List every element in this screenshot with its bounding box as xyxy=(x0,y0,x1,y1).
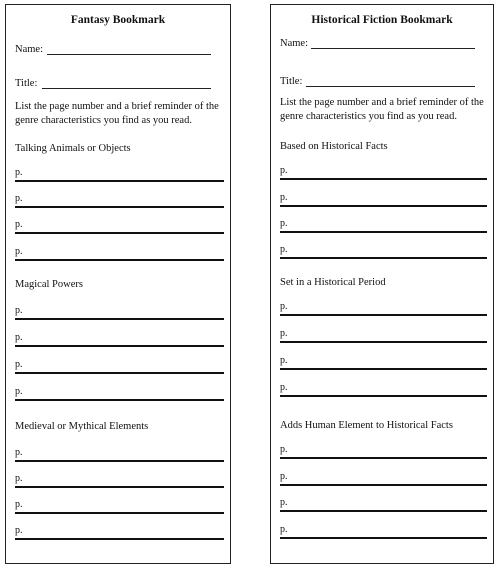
title-label: Title: xyxy=(15,78,38,89)
entry-line[interactable]: p. xyxy=(15,358,224,374)
title-field xyxy=(15,78,37,89)
section-heading: Medieval or Mythical Elements xyxy=(15,421,149,432)
entry-line[interactable]: p. xyxy=(280,217,487,233)
name-label: Name: xyxy=(15,44,43,55)
name-input-line[interactable] xyxy=(311,48,475,49)
entry-line[interactable]: p. xyxy=(15,472,224,488)
entry-line[interactable]: p. xyxy=(280,443,487,459)
entry-line[interactable]: p. xyxy=(15,166,224,182)
entry-line[interactable]: p. xyxy=(15,304,224,320)
entry-line[interactable]: p. xyxy=(280,470,487,486)
section-heading: Set in a Historical Period xyxy=(280,277,386,288)
name-input-line[interactable] xyxy=(47,54,211,55)
entry-line[interactable]: p. xyxy=(280,191,487,207)
fantasy-bookmark xyxy=(5,4,231,564)
title-field xyxy=(280,76,302,87)
entry-line[interactable]: p. xyxy=(15,498,224,514)
entry-line[interactable]: p. xyxy=(15,446,224,462)
entry-line[interactable]: p. xyxy=(280,164,487,180)
entry-line[interactable]: p. xyxy=(280,327,487,343)
name-field xyxy=(280,38,308,49)
name-field xyxy=(15,44,43,55)
entry-line[interactable]: p. xyxy=(280,523,487,539)
entry-line[interactable]: p. xyxy=(280,496,487,512)
bookmark-title: Fantasy Bookmark xyxy=(70,14,166,26)
title-label: Title: xyxy=(280,76,303,87)
instructions-text: List the page number and a brief reminder of the genre characteristics you find as you read. xyxy=(280,97,484,122)
entry-line[interactable]: p. xyxy=(15,331,224,347)
entry-line[interactable]: p. xyxy=(15,218,224,234)
entry-line[interactable]: p. xyxy=(280,381,487,397)
entry-line[interactable]: p. xyxy=(15,524,224,540)
entry-line[interactable]: p. xyxy=(280,354,487,370)
section-heading: Based on Historical Facts xyxy=(280,141,388,152)
entry-line[interactable]: p. xyxy=(280,243,487,259)
title-input-line[interactable] xyxy=(306,86,475,87)
entry-line[interactable]: p. xyxy=(280,300,487,316)
section-heading: Adds Human Element to Historical Facts xyxy=(280,420,453,431)
section-heading: Talking Animals or Objects xyxy=(15,143,131,154)
name-label: Name: xyxy=(280,38,308,49)
bookmark-title: Historical Fiction Bookmark xyxy=(311,14,453,26)
entry-line[interactable]: p. xyxy=(15,385,224,401)
title-input-line[interactable] xyxy=(42,88,211,89)
entry-line[interactable]: p. xyxy=(15,192,224,208)
historical-fiction-bookmark xyxy=(270,4,494,564)
entry-line[interactable]: p. xyxy=(15,245,224,261)
section-heading: Magical Powers xyxy=(15,279,83,290)
instructions-text: List the page number and a brief reminder of the genre characteristics you find as you read. xyxy=(15,101,219,126)
